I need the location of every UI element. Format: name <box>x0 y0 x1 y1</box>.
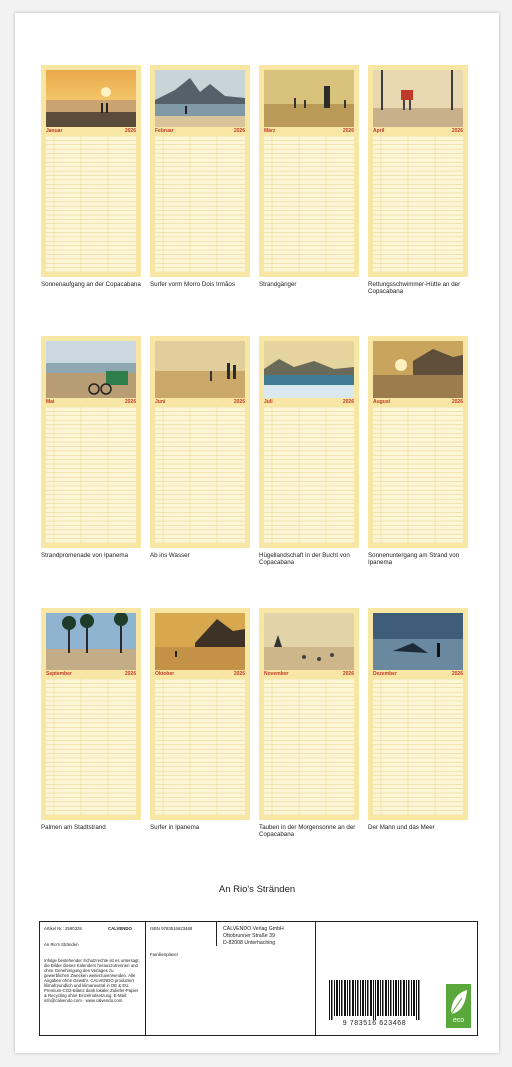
month-photo-januar <box>46 70 136 127</box>
month-header <box>373 671 463 678</box>
isbn: ISBN 9783516623468 <box>150 926 193 931</box>
month-panel-juli <box>259 336 359 548</box>
month-caption: Strandgänger <box>259 281 297 288</box>
month-photo-april <box>373 70 463 127</box>
month-header <box>46 128 136 135</box>
month-header <box>373 128 463 135</box>
legal-notice: Infolge bestehender Schutzrechte ist es untersagt, die Bilder dieses Kalenders herauszutrennen und ohne Genehmigung des Verlages zu gewerblichen Zwecken weiterzuverwenden. Alle Angaben ohne Gewähr. CALVENDO produziert klimafreundlich und klimaneutral in DE & EU. Premium-CO2-Bilanz dank lokaler Zuliefer-Papier & Recycling ohne Einzelnotsetzung. E-Mail: info@calvendo.com · www.calvendo.com <box>44 958 140 1003</box>
month-header <box>46 399 136 406</box>
month-name: Oktober <box>155 671 175 677</box>
month-header <box>373 399 463 406</box>
month-name: August <box>373 399 391 405</box>
month-year: 2026 <box>342 128 354 134</box>
month-photo-september <box>46 613 136 670</box>
calendar-title: An Rio's Stränden <box>218 884 296 895</box>
month-photo-maerz <box>264 70 354 127</box>
month-day-grid <box>373 407 463 543</box>
month-panel-august <box>368 336 468 548</box>
eco-badge <box>446 984 471 1028</box>
calendar-page <box>15 13 499 1053</box>
month-photo-november <box>264 613 354 670</box>
month-name: April <box>373 128 385 134</box>
month-photo-februar <box>155 70 245 127</box>
month-panel-november <box>259 608 359 820</box>
month-day-grid <box>46 679 136 815</box>
month-header <box>155 671 245 678</box>
month-year: 2026 <box>233 671 245 677</box>
month-name: November <box>264 671 289 677</box>
calendar-name: An Rio's Stränden <box>44 942 79 947</box>
month-panel-januar <box>41 65 141 277</box>
month-day-grid <box>373 136 463 272</box>
month-day-grid <box>264 407 354 543</box>
month-year: 2026 <box>342 671 354 677</box>
month-year: 2026 <box>451 399 463 405</box>
month-caption: Tauben in der Morgensonne an der Copacabana <box>259 824 356 838</box>
month-panel-maerz <box>259 65 359 277</box>
month-day-grid <box>46 407 136 543</box>
month-day-grid <box>264 679 354 815</box>
month-caption: Der Mann und das Meer <box>368 824 435 831</box>
month-caption: Sonnenuntergang am Strand von Ipanema <box>368 552 460 566</box>
publisher-street: Ottobrunner Straße 39 <box>223 933 275 939</box>
month-year: 2026 <box>124 399 136 405</box>
brand-logo: CALVENDO <box>108 926 132 931</box>
divider <box>315 922 316 1035</box>
month-caption: Rettungsschwimmer-Hütte an der Copacabana <box>368 281 461 295</box>
month-name: Dezember <box>373 671 397 677</box>
format: Familienplaner <box>150 952 179 957</box>
month-year: 2026 <box>233 128 245 134</box>
barcode-number: 9 783516 623468 <box>342 1020 407 1027</box>
month-name: März <box>264 128 276 134</box>
month-header <box>46 671 136 678</box>
month-name: Juli <box>264 399 273 405</box>
month-panel-april <box>368 65 468 277</box>
month-panel-oktober <box>150 608 250 820</box>
month-year: 2026 <box>233 399 245 405</box>
publisher-city: D-82008 Unterhaching <box>223 940 276 946</box>
month-name: Februar <box>155 128 174 134</box>
month-name: Januar <box>46 128 63 134</box>
month-day-grid <box>264 136 354 272</box>
month-caption: Surfer vorm Morro Dois Irmãos <box>150 281 235 288</box>
month-day-grid <box>155 679 245 815</box>
month-year: 2026 <box>451 671 463 677</box>
month-photo-mai <box>46 341 136 398</box>
month-header <box>264 671 354 678</box>
eco-label: eco <box>452 1017 465 1024</box>
month-caption: Ab ins Wasser <box>150 552 190 559</box>
article-number: Artikel Nr.: 2590328 <box>44 926 82 931</box>
publisher-name: CALVENDO Verlag GmbH <box>223 926 284 932</box>
month-photo-dezember <box>373 613 463 670</box>
month-caption: Surfer in Ipanema <box>150 824 200 831</box>
month-panel-dezember <box>368 608 468 820</box>
month-panel-februar <box>150 65 250 277</box>
month-header <box>155 399 245 406</box>
divider <box>216 922 217 946</box>
month-photo-august <box>373 341 463 398</box>
month-photo-oktober <box>155 613 245 670</box>
month-year: 2026 <box>451 128 463 134</box>
month-photo-juni <box>155 341 245 398</box>
month-year: 2026 <box>124 671 136 677</box>
month-header <box>155 128 245 135</box>
month-header <box>264 128 354 135</box>
month-photo-juli <box>264 341 354 398</box>
month-caption: Sonnenaufgang an der Copacabana <box>41 281 141 288</box>
month-caption: Hügellandschaft in der Bucht von Copacabana <box>259 552 350 566</box>
month-caption: Palmen am Stadtstrand <box>41 824 106 831</box>
month-header <box>264 399 354 406</box>
month-caption: Strandpromenade von Ipanema <box>41 552 129 559</box>
month-name: Mai <box>46 399 55 405</box>
month-year: 2026 <box>124 128 136 134</box>
month-day-grid <box>155 407 245 543</box>
month-panel-juni <box>150 336 250 548</box>
month-name: Juni <box>155 399 166 405</box>
month-day-grid <box>373 679 463 815</box>
divider <box>145 922 146 1035</box>
barcode <box>327 980 422 1020</box>
month-panel-september <box>41 608 141 820</box>
month-day-grid <box>155 136 245 272</box>
month-panel-mai <box>41 336 141 548</box>
month-year: 2026 <box>342 399 354 405</box>
month-day-grid <box>46 136 136 272</box>
info-box <box>39 921 478 1036</box>
month-name: September <box>46 671 72 677</box>
